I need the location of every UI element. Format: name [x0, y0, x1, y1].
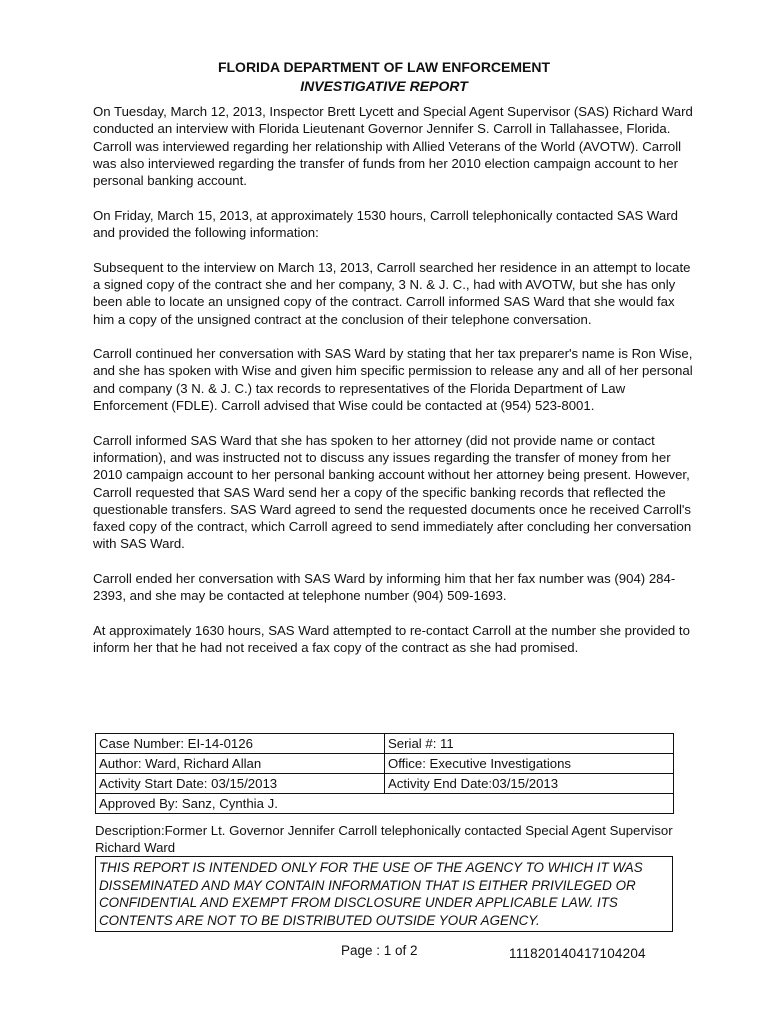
report-body [93, 103, 693, 674]
body-paragraph: Carroll continued her conversation with SAS Ward by stating that her tax preparer's name is Ron Wise, and she has spoken with Wise and given him specific permission to release any and all of her personal and company (3 N. & J. C.) tax records to representatives of the Florida Department of Law Enforcement (FDLE). Carroll advised that Wise could be contacted at (954) 523-8001. [93, 346, 693, 414]
agency-title: FLORIDA DEPARTMENT OF LAW ENFORCEMENT [217, 59, 551, 75]
author-cell: Author: Ward, Richard Allan [96, 754, 385, 774]
serial-cell: Serial #: 11 [385, 734, 674, 754]
activity-start-cell: Activity Start Date: 03/15/2013 [96, 774, 385, 794]
case-info-table [95, 733, 674, 814]
body-paragraph: At approximately 1630 hours, SAS Ward attempted to re-contact Carroll at the number she provided to inform her that he had not received a fax copy of the contract as she had promised. [93, 622, 690, 656]
table-row [96, 734, 674, 754]
table-row [96, 754, 674, 774]
body-paragraph: Subsequent to the interview on March 13, 2013, Carroll searched her residence in an attempt to locate a signed copy of the contract she and her company, 3 N. & J. C., had with AVOTW, but she has only been able to locate an unsigned copy of the contract. Carroll informed SAS Ward that she would fax him a copy of the unsigned contract at the conclusion of their telephone conversation. [93, 259, 691, 327]
confidentiality-disclaimer: THIS REPORT IS INTENDED ONLY FOR THE USE OF THE AGENCY TO WHICH IT WAS DISSEMINATED AND MAY CONTAIN INFORMATION THAT IS EITHER PRIVILEGED OR CONFIDENTIAL AND EXEMPT FROM DISCLOSURE UNDER APPLICABLE LAW. ITS CONTENTS ARE NOT TO BE DISTRIBUTED OUTSIDE YOUR AGENCY. [95, 856, 673, 932]
body-paragraph: Carroll ended her conversation with SAS Ward by informing him that her fax number was (904) 284-2393, and she may be contacted at telephone number (904) 509-1693. [93, 571, 676, 604]
activity-end-cell: Activity End Date:03/15/2013 [385, 774, 674, 794]
approved-by-cell: Approved By: Sanz, Cynthia J. [96, 794, 674, 814]
case-number-cell: Case Number: EI-14-0126 [96, 734, 385, 754]
body-paragraph: On Tuesday, March 12, 2013, Inspector Brett Lycett and Special Agent Supervisor (SAS) Richard Ward conducted an interview with Florida Lieutenant Governor Jennifer S. Carroll in Tallahassee, Florida. Carroll was interviewed regarding her relationship with Allied Veterans of the World (AVOTW). Carroll was also interviewed regarding the transfer of funds from her 2010 election campaign account to her personal banking account. [93, 104, 693, 189]
body-paragraph: Carroll informed SAS Ward that she has spoken to her attorney (did not provide name or contact information), and was instructed not to discuss any issues regarding the transfer of money from her 2010 campaign account to her personal banking account without her attorney being present. However, Carroll requested that SAS Ward send her a copy of the specific banking records that reflected the questionable transfers. SAS Ward agreed to send the requested documents once he received Carroll's faxed copy of the contract, which Carroll agreed to send immediately after concluding her conversation with SAS Ward. [93, 432, 692, 552]
body-paragraph: On Friday, March 15, 2013, at approximately 1530 hours, Carroll telephonically contacted SAS Ward and provided the following information: [93, 207, 678, 241]
report-description: Description:Former Lt. Governor Jennifer Carroll telephonically contacted Special Agent Supervisor Richard Ward [95, 823, 673, 855]
document-id: 111820140417104204 [509, 946, 646, 961]
report-type-title: INVESTIGATIVE REPORT [300, 78, 468, 94]
table-row [96, 774, 674, 794]
office-cell: Office: Executive Investigations [385, 754, 674, 774]
table-row [96, 794, 674, 814]
page-number: Page : 1 of 2 [341, 943, 418, 958]
report-heading [0, 58, 768, 96]
